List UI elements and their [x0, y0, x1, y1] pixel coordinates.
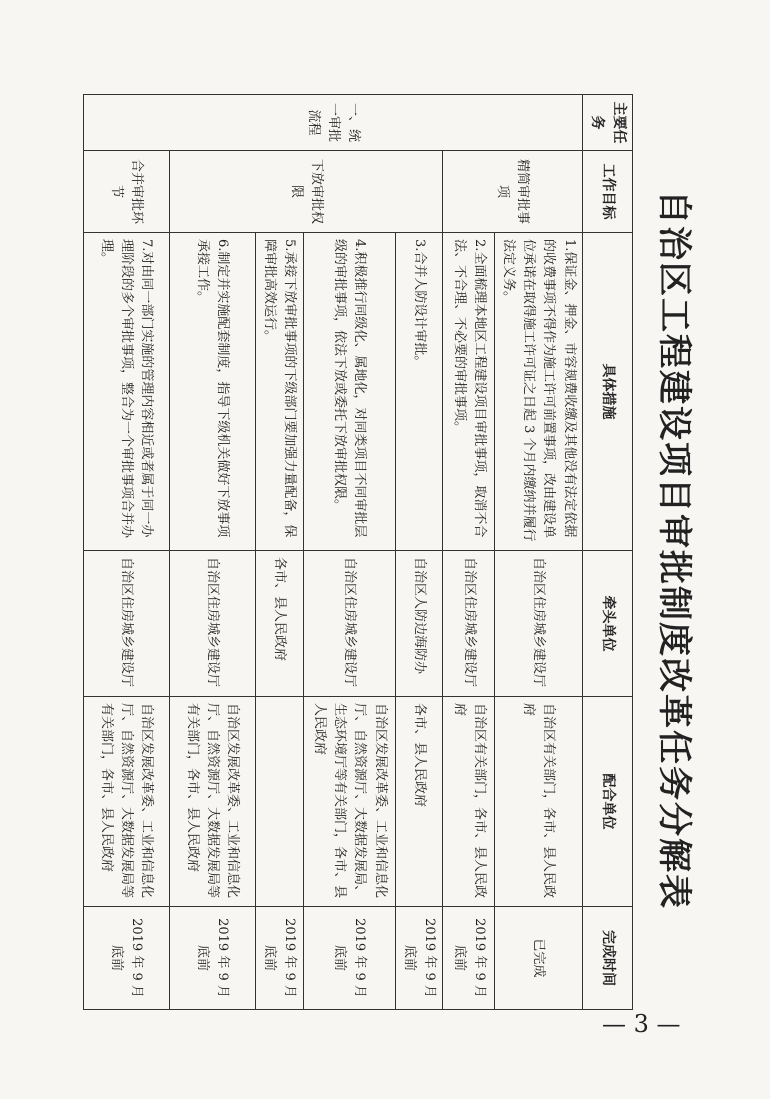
lead-unit-cell: 自治区住房城乡建设厅 [443, 551, 495, 697]
goal-cell: 精简审批事项 [443, 151, 583, 233]
deadline-cell: 2019 年 9 月底前 [169, 907, 255, 1010]
measure-cell: 2.全面梳理本地区工程建设项目审批事项，取消不合法、不合理、不必要的审批事项。 [443, 233, 495, 551]
coop-unit-cell: 各市、县人民政府 [395, 697, 442, 907]
coop-unit-cell: 自治区有关部门，各市、县人民政府 [495, 697, 583, 907]
lead-unit-cell: 各市、县人民政府 [255, 551, 303, 697]
table-row [303, 95, 395, 1010]
coop-unit-cell [255, 697, 303, 907]
lead-unit-cell: 自治区人防边海防办 [395, 551, 442, 697]
table-row [443, 95, 495, 1010]
coop-unit-cell: 自治区发展改革委、工业和信息化厅、自然资源厅、大数据发展局等有关部门，各市、县人民政府 [83, 697, 169, 907]
table-row [495, 95, 583, 1010]
deadline-cell: 已完成 [495, 907, 583, 1010]
deadline-cell: 2019 年 9 月底前 [395, 907, 442, 1010]
table-row [83, 95, 169, 1010]
table-row [255, 95, 303, 1010]
document-title: 自治区工程建设项目审批制度改革任务分解表 [654, 190, 694, 910]
header-main-task: 主要任务 [582, 95, 632, 151]
header-work-goal: 工作目标 [582, 151, 632, 233]
coop-unit-cell: 自治区发展改革委、工业和信息化厅、自然资源厅、大数据发展局等有关部门，各市、县人民政府 [169, 697, 255, 907]
table-row [169, 95, 255, 1010]
deadline-cell: 2019 年 9 月底前 [303, 907, 395, 1010]
lead-unit-cell: 自治区住房城乡建设厅 [495, 551, 583, 697]
task-table [83, 94, 633, 1010]
goal-cell: 下放审批权限 [169, 151, 442, 233]
header-measures: 具体措施 [582, 233, 632, 551]
measure-cell: 5.承接下放审批事项的下级部门要加强力量配备，保障审批高效运行。 [255, 233, 303, 551]
lead-unit-cell: 自治区住房城乡建设厅 [303, 551, 395, 697]
lead-unit-cell: 自治区住房城乡建设厅 [83, 551, 169, 697]
coop-unit-cell: 自治区发展改革委、工业和信息化厅、自然资源厅、大数据发展局、生态环境厅等有关部门，各市、县人民政府 [303, 697, 395, 907]
main-task-cell: 一、统一审批流程 [83, 95, 582, 151]
deadline-cell: 2019 年 9 月底前 [255, 907, 303, 1010]
measure-cell: 7.对由同一部门实施的管理内容相近或者属于同一办理阶段的多个审批事项，整合为一个审批事项合并办理。 [83, 233, 169, 551]
measure-cell: 1.保证金、押金、市容规费收缴及其他没有法定依据的收费事项不得作为施工许可前置事项，改由建设单位承诺在取得施工许可证之日起 3 个月内缴纳并履行法定义务。 [495, 233, 583, 551]
coop-unit-cell: 自治区有关部门，各市、县人民政府 [443, 697, 495, 907]
header-lead-unit: 牵头单位 [582, 551, 632, 697]
measure-cell: 4.积极推行同级化、属地化，对同类项目不同审批层级的审批事项，依法下放或委托下放审批权限。 [303, 233, 395, 551]
measure-cell: 3.合并人防设计审批。 [395, 233, 442, 551]
deadline-cell: 2019 年 9 月底前 [83, 907, 169, 1010]
lead-unit-cell: 自治区住房城乡建设厅 [169, 551, 255, 697]
header-row [582, 95, 632, 1010]
deadline-cell: 2019 年 9 月底前 [443, 907, 495, 1010]
header-deadline: 完成时间 [582, 907, 632, 1010]
measure-cell: 6.制定并实施配套制度，指导下级机关做好下放事项承接工作。 [169, 233, 255, 551]
table-row [395, 95, 442, 1010]
goal-cell: 合并审批环节 [83, 151, 169, 233]
header-cooperating-units: 配合单位 [582, 697, 632, 907]
page-number: — 3 — [602, 1010, 681, 1038]
rotated-content [65, 50, 705, 1050]
